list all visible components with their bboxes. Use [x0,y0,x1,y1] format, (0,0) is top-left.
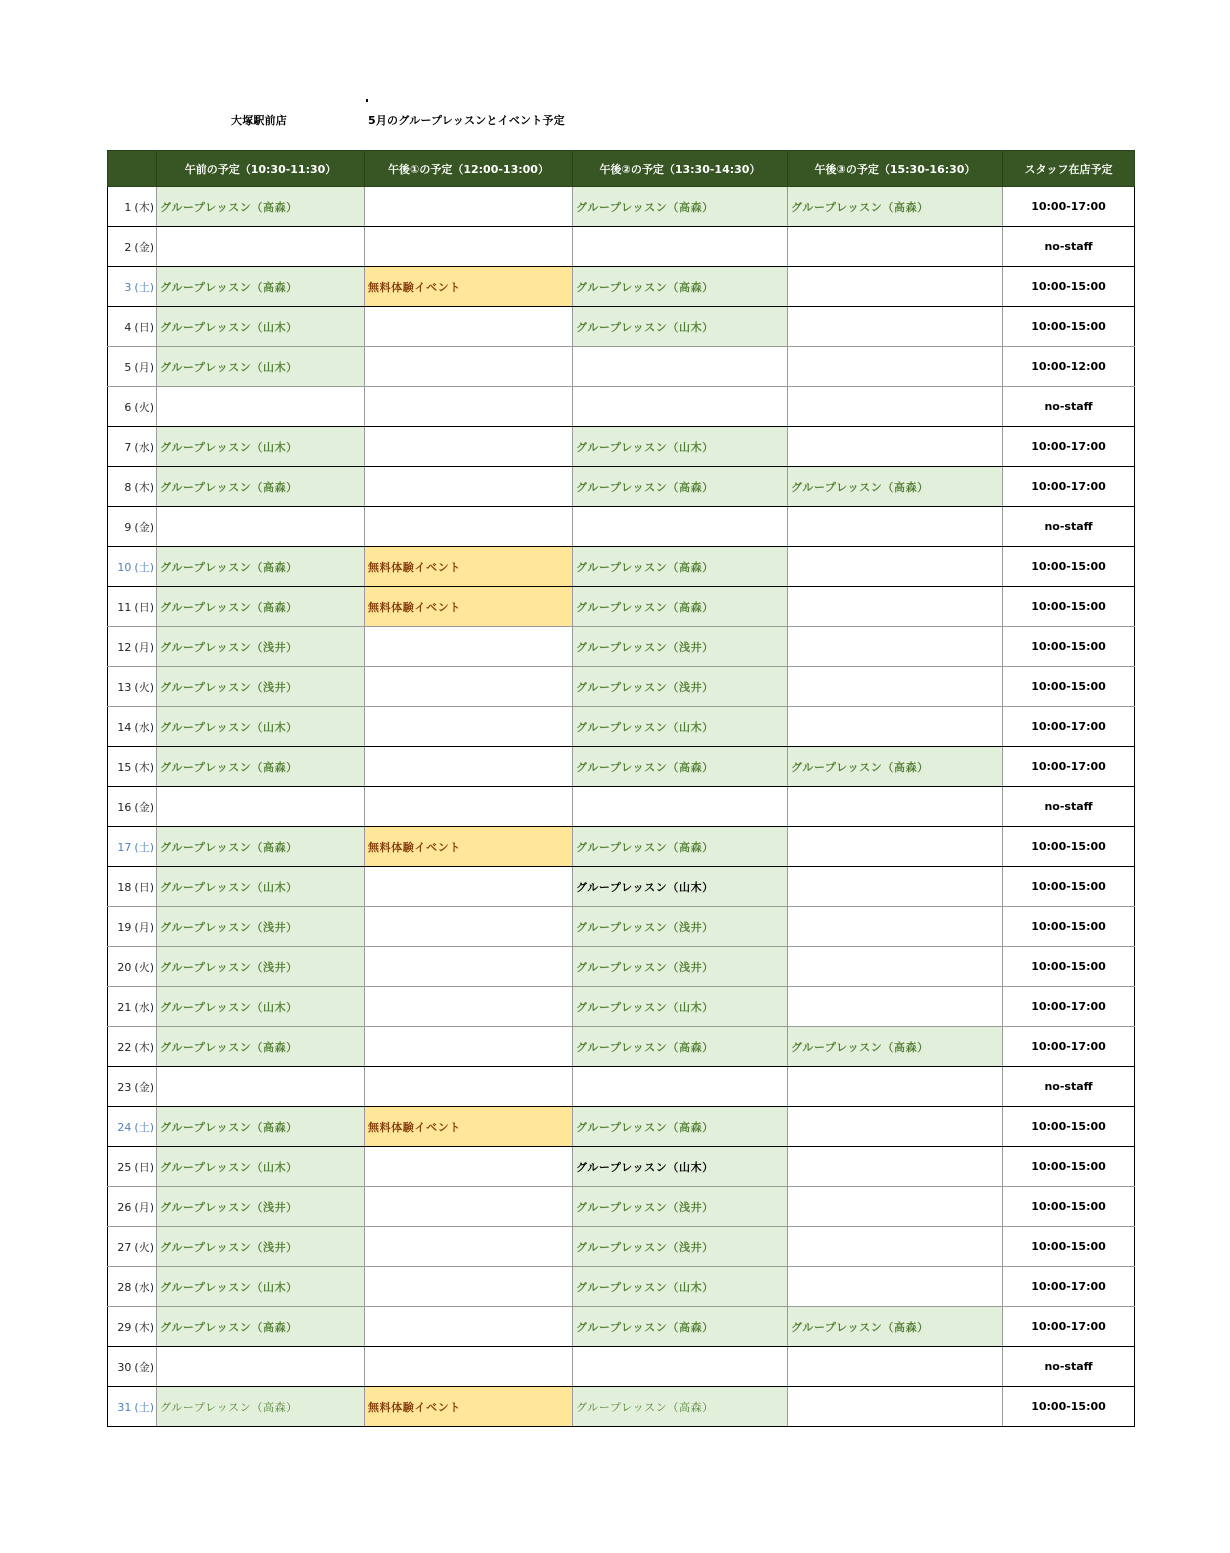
lesson-slot-p2: グループレッスン（高森） [573,587,788,627]
empty-slot-p2 [573,227,788,267]
lesson-slot-p2: グループレッスン（山木） [573,1147,788,1187]
empty-slot-p3 [788,667,1003,707]
empty-slot-p1 [365,307,573,347]
day-number: 8 [124,480,132,494]
lesson-slot-p2: グループレッスン（高森） [573,747,788,787]
day-number: 22 [117,1040,132,1054]
day-cell [108,1227,157,1267]
day-number: 23 [117,1080,132,1094]
empty-slot-p1 [365,1067,573,1107]
page-title: 5月のグループレッスンとイベント予定 [368,114,565,127]
day-cell [108,787,157,827]
empty-slot-am [157,227,365,267]
empty-slot-p3 [788,1067,1003,1107]
empty-slot-p3 [788,507,1003,547]
lesson-slot-am: グループレッスン（浅井） [157,1187,365,1227]
weekday-label: (木) [134,760,154,774]
lesson-slot-am: グループレッスン（山木） [157,427,365,467]
weekday-label: (土) [134,1120,154,1134]
staff-hours: 10:00-15:00 [1003,1107,1135,1147]
lesson-slot-am: グループレッスン（浅井） [157,947,365,987]
day-number: 15 [117,760,132,774]
day-number: 12 [117,640,132,654]
day-number: 9 [124,520,132,534]
lesson-slot-p2: グループレッスン（高森） [573,1027,788,1067]
lesson-slot-am: グループレッスン（高森） [157,827,365,867]
empty-slot-p1 [365,1347,573,1387]
staff-hours: 10:00-17:00 [1003,1307,1135,1347]
day-number: 16 [117,800,132,814]
empty-slot-p3 [788,387,1003,427]
day-number: 11 [117,600,132,614]
weekday-label: (火) [134,960,154,974]
col-header-afternoon-2: 午後②の予定（13:30-14:30） [573,151,788,187]
day-cell [108,987,157,1027]
staff-hours: 10:00-15:00 [1003,947,1135,987]
weekday-label: (金) [134,1360,154,1374]
lesson-slot-am: グループレッスン（高森） [157,747,365,787]
day-cell [108,1147,157,1187]
staff-hours: no-staff [1003,507,1135,547]
empty-slot-p1 [365,907,573,947]
weekday-label: (木) [134,1040,154,1054]
weekday-label: (火) [134,680,154,694]
day-cell [108,1347,157,1387]
weekday-label: (水) [134,440,154,454]
empty-slot-p3 [788,827,1003,867]
empty-slot-p3 [788,307,1003,347]
col-header-morning: 午前の予定（10:30-11:30） [157,151,365,187]
day-cell [108,547,157,587]
weekday-label: (日) [134,1160,154,1174]
store-name: 大塚駅前店 [231,114,287,127]
day-number: 3 [124,280,132,294]
weekday-label: (日) [134,320,154,334]
staff-hours: 10:00-15:00 [1003,1227,1135,1267]
day-cell [108,387,157,427]
lesson-slot-p2: グループレッスン（浅井） [573,947,788,987]
day-number: 30 [117,1360,132,1374]
table-row [108,627,1135,667]
empty-slot-p3 [788,787,1003,827]
empty-slot-am [157,387,365,427]
empty-slot-p3 [788,987,1003,1027]
table-row [108,1387,1135,1427]
lesson-slot-am: グループレッスン（山木） [157,707,365,747]
day-cell [108,467,157,507]
lesson-slot-am: グループレッスン（高森） [157,1307,365,1347]
lesson-slot-am: グループレッスン（山木） [157,347,365,387]
day-number: 1 [124,200,132,214]
weekday-label: (日) [134,880,154,894]
empty-slot-p3 [788,707,1003,747]
lesson-slot-am: グループレッスン（高森） [157,1387,365,1427]
empty-slot-p1 [365,627,573,667]
day-number: 14 [117,720,132,734]
event-slot-p1: 無料体験イベント [365,827,573,867]
empty-slot-p3 [788,587,1003,627]
empty-slot-p1 [365,187,573,227]
table-row [108,1227,1135,1267]
weekday-label: (木) [134,200,154,214]
empty-slot-p3 [788,1187,1003,1227]
staff-hours: 10:00-15:00 [1003,667,1135,707]
weekday-label: (土) [134,560,154,574]
lesson-slot-p2: グループレッスン（山木） [573,307,788,347]
empty-slot-p3 [788,1347,1003,1387]
lesson-slot-p2: グループレッスン（高森） [573,547,788,587]
staff-hours: 10:00-15:00 [1003,907,1135,947]
table-row [108,667,1135,707]
staff-hours: 10:00-17:00 [1003,747,1135,787]
lesson-slot-am: グループレッスン（高森） [157,1107,365,1147]
lesson-slot-p3: グループレッスン（高森） [788,187,1003,227]
table-row [108,747,1135,787]
empty-slot-p1 [365,867,573,907]
weekday-label: (木) [134,1320,154,1334]
empty-slot-p3 [788,267,1003,307]
empty-slot-p3 [788,1267,1003,1307]
lesson-slot-p2: グループレッスン（高森） [573,267,788,307]
table-row [108,1267,1135,1307]
day-cell [108,1027,157,1067]
empty-slot-p1 [365,987,573,1027]
weekday-label: (火) [134,400,154,414]
empty-slot-p1 [365,467,573,507]
day-number: 31 [117,1400,132,1414]
col-header-afternoon-1: 午後①の予定（12:00-13:00） [365,151,573,187]
staff-hours: 10:00-15:00 [1003,587,1135,627]
empty-slot-p1 [365,1227,573,1267]
staff-hours: 10:00-17:00 [1003,427,1135,467]
day-cell [108,947,157,987]
lesson-slot-am: グループレッスン（高森） [157,187,365,227]
day-cell [108,267,157,307]
event-slot-p1: 無料体験イベント [365,587,573,627]
weekday-label: (金) [134,800,154,814]
table-row [108,387,1135,427]
table-row [108,547,1135,587]
event-slot-p1: 無料体験イベント [365,267,573,307]
empty-slot-p3 [788,1227,1003,1267]
event-slot-p1: 無料体験イベント [365,547,573,587]
day-number: 21 [117,1000,132,1014]
empty-slot-p1 [365,507,573,547]
day-cell [108,867,157,907]
staff-hours: 10:00-15:00 [1003,547,1135,587]
staff-hours: 10:00-12:00 [1003,347,1135,387]
day-cell [108,627,157,667]
staff-hours: 10:00-15:00 [1003,827,1135,867]
table-row [108,187,1135,227]
col-header-staff: スタッフ在店予定 [1003,151,1135,187]
staff-hours: no-staff [1003,387,1135,427]
staff-hours: no-staff [1003,227,1135,267]
table-row [108,427,1135,467]
empty-slot-p1 [365,947,573,987]
table-row [108,307,1135,347]
schedule-table [107,150,1135,1427]
empty-slot-p3 [788,867,1003,907]
staff-hours: 10:00-17:00 [1003,187,1135,227]
empty-slot-p2 [573,787,788,827]
empty-slot-am [157,507,365,547]
staff-hours: 10:00-17:00 [1003,987,1135,1027]
empty-slot-p1 [365,1307,573,1347]
table-row [108,827,1135,867]
header-row [108,151,1135,187]
weekday-label: (水) [134,1280,154,1294]
lesson-slot-am: グループレッスン（山木） [157,1267,365,1307]
lesson-slot-p3: グループレッスン（高森） [788,1027,1003,1067]
lesson-slot-p2: グループレッスン（高森） [573,1387,788,1427]
empty-slot-p3 [788,347,1003,387]
staff-hours: no-staff [1003,1067,1135,1107]
empty-slot-p3 [788,907,1003,947]
empty-slot-p3 [788,547,1003,587]
empty-slot-p3 [788,627,1003,667]
lesson-slot-am: グループレッスン（山木） [157,987,365,1027]
staff-hours: 10:00-15:00 [1003,867,1135,907]
weekday-label: (月) [134,920,154,934]
day-cell [108,187,157,227]
weekday-label: (土) [134,280,154,294]
staff-hours: 10:00-15:00 [1003,1387,1135,1427]
lesson-slot-am: グループレッスン（高森） [157,1027,365,1067]
lesson-slot-p2: グループレッスン（高森） [573,187,788,227]
day-number: 24 [117,1120,132,1134]
empty-slot-p2 [573,347,788,387]
day-cell [108,427,157,467]
lesson-slot-p2: グループレッスン（浅井） [573,1187,788,1227]
weekday-label: (月) [134,360,154,374]
lesson-slot-am: グループレッスン（山木） [157,867,365,907]
empty-slot-p3 [788,227,1003,267]
weekday-label: (木) [134,480,154,494]
day-number: 5 [124,360,132,374]
weekday-label: (水) [134,1000,154,1014]
empty-slot-am [157,1067,365,1107]
empty-slot-am [157,1347,365,1387]
empty-slot-p1 [365,787,573,827]
day-cell [108,347,157,387]
weekday-label: (火) [134,1240,154,1254]
table-row [108,987,1135,1027]
day-cell [108,747,157,787]
table-row [108,1147,1135,1187]
table-row [108,707,1135,747]
table-row [108,267,1135,307]
empty-slot-am [157,787,365,827]
empty-slot-p3 [788,1107,1003,1147]
lesson-slot-am: グループレッスン（山木） [157,307,365,347]
lesson-slot-p2: グループレッスン（浅井） [573,1227,788,1267]
day-number: 2 [124,240,132,254]
weekday-label: (月) [134,640,154,654]
stray-mark [366,99,368,102]
day-cell [108,667,157,707]
day-number: 28 [117,1280,132,1294]
table-row [108,467,1135,507]
weekday-label: (月) [134,1200,154,1214]
staff-hours: 10:00-15:00 [1003,1187,1135,1227]
empty-slot-p1 [365,1267,573,1307]
empty-slot-p2 [573,1067,788,1107]
staff-hours: 10:00-17:00 [1003,467,1135,507]
lesson-slot-p3: グループレッスン（高森） [788,467,1003,507]
weekday-label: (土) [134,1400,154,1414]
day-number: 26 [117,1200,132,1214]
day-cell [108,507,157,547]
lesson-slot-am: グループレッスン（高森） [157,587,365,627]
staff-hours: no-staff [1003,787,1135,827]
lesson-slot-p2: グループレッスン（高森） [573,1307,788,1347]
empty-slot-p1 [365,1147,573,1187]
empty-slot-p3 [788,1387,1003,1427]
staff-hours: 10:00-17:00 [1003,1267,1135,1307]
staff-hours: 10:00-17:00 [1003,1027,1135,1067]
staff-hours: no-staff [1003,1347,1135,1387]
lesson-slot-p2: グループレッスン（浅井） [573,627,788,667]
lesson-slot-am: グループレッスン（高森） [157,267,365,307]
day-number: 13 [117,680,132,694]
weekday-label: (金) [134,520,154,534]
lesson-slot-p2: グループレッスン（山木） [573,1267,788,1307]
empty-slot-p1 [365,747,573,787]
table-row [108,1107,1135,1147]
day-cell [108,1387,157,1427]
day-number: 19 [117,920,132,934]
lesson-slot-p2: グループレッスン（山木） [573,707,788,747]
day-cell [108,1267,157,1307]
empty-slot-p1 [365,427,573,467]
staff-hours: 10:00-17:00 [1003,707,1135,747]
table-row [108,1347,1135,1387]
lesson-slot-p2: グループレッスン（山木） [573,987,788,1027]
empty-slot-p1 [365,1187,573,1227]
day-number: 4 [124,320,132,334]
table-row [108,947,1135,987]
day-cell [108,907,157,947]
day-number: 10 [117,560,132,574]
day-number: 18 [117,880,132,894]
empty-slot-p2 [573,1347,788,1387]
staff-hours: 10:00-15:00 [1003,1147,1135,1187]
event-slot-p1: 無料体験イベント [365,1107,573,1147]
lesson-slot-p2: グループレッスン（浅井） [573,667,788,707]
day-cell [108,227,157,267]
table-row [108,1307,1135,1347]
empty-slot-p1 [365,667,573,707]
col-header-afternoon-3: 午後③の予定（15:30-16:30） [788,151,1003,187]
empty-slot-p3 [788,1147,1003,1187]
day-cell [108,1107,157,1147]
empty-slot-p1 [365,227,573,267]
empty-slot-p1 [365,347,573,387]
table-row [108,587,1135,627]
staff-hours: 10:00-15:00 [1003,307,1135,347]
lesson-slot-am: グループレッスン（高森） [157,467,365,507]
day-cell [108,307,157,347]
empty-slot-p2 [573,387,788,427]
lesson-slot-am: グループレッスン（浅井） [157,627,365,667]
day-number: 7 [124,440,132,454]
table-row [108,787,1135,827]
event-slot-p1: 無料体験イベント [365,1387,573,1427]
table-row [108,867,1135,907]
day-number: 6 [124,400,132,414]
lesson-slot-am: グループレッスン（山木） [157,1147,365,1187]
day-number: 20 [117,960,132,974]
day-cell [108,587,157,627]
day-cell [108,1067,157,1107]
lesson-slot-p3: グループレッスン（高森） [788,1307,1003,1347]
day-number: 17 [117,840,132,854]
table-row [108,1027,1135,1067]
empty-slot-p2 [573,507,788,547]
weekday-label: (水) [134,720,154,734]
empty-slot-p1 [365,387,573,427]
lesson-slot-p2: グループレッスン（山木） [573,427,788,467]
col-header-day [108,151,157,187]
day-cell [108,1187,157,1227]
lesson-slot-p3: グループレッスン（高森） [788,747,1003,787]
day-cell [108,827,157,867]
weekday-label: (土) [134,840,154,854]
empty-slot-p1 [365,707,573,747]
staff-hours: 10:00-15:00 [1003,267,1135,307]
table-row [108,227,1135,267]
day-number: 25 [117,1160,132,1174]
lesson-slot-am: グループレッスン（浅井） [157,1227,365,1267]
empty-slot-p3 [788,427,1003,467]
weekday-label: (金) [134,1080,154,1094]
lesson-slot-p2: グループレッスン（高森） [573,827,788,867]
table-row [108,1187,1135,1227]
weekday-label: (金) [134,240,154,254]
table-row [108,507,1135,547]
lesson-slot-p2: グループレッスン（高森） [573,467,788,507]
lesson-slot-p2: グループレッスン（高森） [573,1107,788,1147]
table-row [108,907,1135,947]
weekday-label: (日) [134,600,154,614]
lesson-slot-am: グループレッスン（高森） [157,547,365,587]
lesson-slot-am: グループレッスン（浅井） [157,667,365,707]
day-cell [108,1307,157,1347]
table-row [108,347,1135,387]
day-cell [108,707,157,747]
empty-slot-p3 [788,947,1003,987]
day-number: 29 [117,1320,132,1334]
lesson-slot-p2: グループレッスン（山木） [573,867,788,907]
lesson-slot-p2: グループレッスン（浅井） [573,907,788,947]
empty-slot-p1 [365,1027,573,1067]
table-row [108,1067,1135,1107]
lesson-slot-am: グループレッスン（浅井） [157,907,365,947]
staff-hours: 10:00-15:00 [1003,627,1135,667]
day-number: 27 [117,1240,132,1254]
